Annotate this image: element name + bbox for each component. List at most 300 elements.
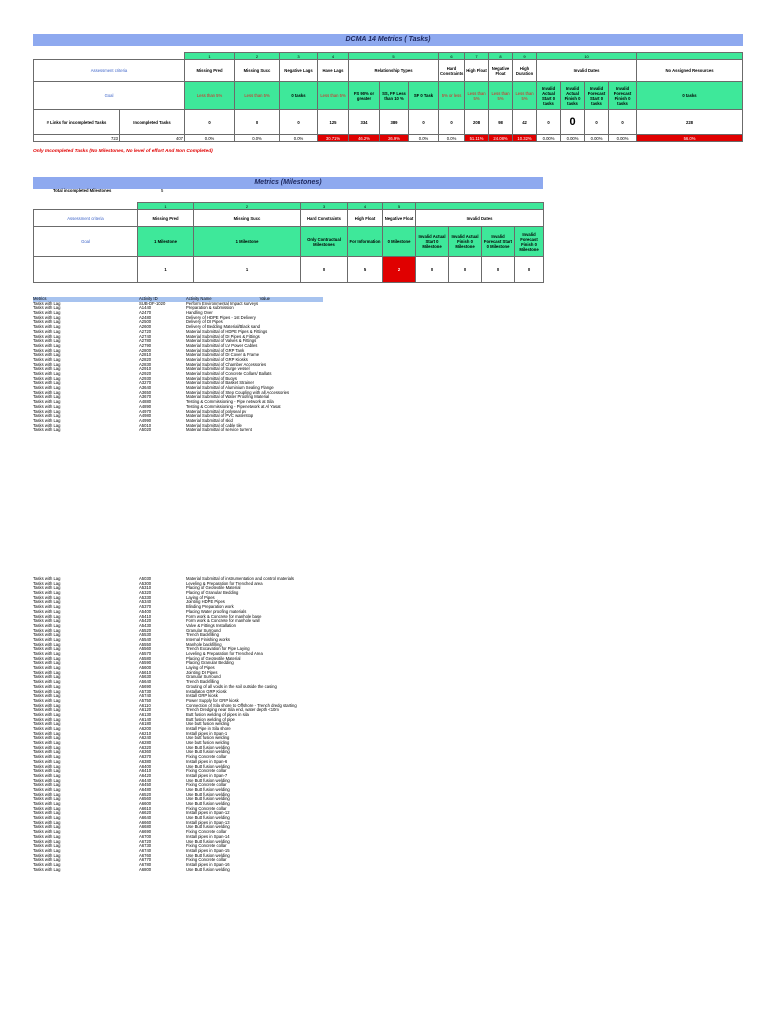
metric-cell: Tasks with Lag bbox=[33, 711, 61, 717]
percent-cell: 10.32% bbox=[513, 135, 537, 142]
criterion-negative-lags: Negative Lags bbox=[280, 60, 318, 82]
metric-cell: Tasks with Lag bbox=[33, 796, 61, 802]
criterion-hard-constraints: Hard Constraints bbox=[439, 60, 465, 82]
metric-cell: Tasks with Lag bbox=[33, 328, 61, 334]
metric-cell: Tasks with Lag bbox=[33, 338, 61, 344]
activity-name-cell: Leveling & Preparation for Trenched area bbox=[186, 580, 263, 586]
activity-id-cell: A6410 bbox=[139, 768, 152, 774]
activity-name-cell: Install pipes in Span-15 bbox=[186, 847, 230, 853]
goal-cell: Invalid Actual Start 0 Milestone bbox=[416, 227, 449, 257]
activity-id-cell: A6240 bbox=[139, 735, 152, 741]
tasks-col-number: 2 bbox=[235, 53, 280, 60]
percent-cell: 0.0% bbox=[280, 135, 318, 142]
activity-name-cell: Internal Finishing works bbox=[186, 636, 230, 642]
goal-label: Goal bbox=[34, 82, 185, 110]
activity-name-cell: Material Submittal of LV Power Cables bbox=[186, 342, 258, 348]
activity-id-cell: A5580 bbox=[139, 655, 152, 661]
count-cell: 0 bbox=[439, 110, 465, 135]
activity-id-cell: A5570 bbox=[139, 651, 152, 656]
goal-cell: Invalid Forecast Start 0 tasks bbox=[585, 82, 609, 110]
metric-cell: Tasks with Lag bbox=[33, 636, 61, 642]
metric-cell: Tasks with Lag bbox=[33, 772, 61, 778]
metric-cell: Tasks with Lag bbox=[33, 608, 61, 614]
criterion-relationship-types: Relationship Types bbox=[349, 60, 439, 82]
metric-cell: Tasks with Lag bbox=[33, 801, 61, 806]
goal-cell: 0 Milestone bbox=[383, 227, 416, 257]
count-cell: 334 bbox=[349, 110, 380, 135]
count-cell: 0 bbox=[537, 110, 561, 135]
activity-id-cell: A5630 bbox=[139, 674, 152, 680]
activity-id-cell: A2910 bbox=[139, 366, 152, 372]
activity-name-cell: Material Submittal of GRP Kiosks bbox=[186, 356, 248, 362]
criterion-missing-pred: Missing Pred bbox=[138, 210, 194, 227]
metric-cell: Tasks with Lag bbox=[33, 310, 61, 316]
metric-cell: Tasks with Lag bbox=[33, 352, 61, 358]
activity-name-cell: Material Submittal of Surge vessel bbox=[186, 366, 250, 372]
activity-id-cell: A4990 bbox=[139, 417, 152, 423]
activity-name-cell: Material Submittal of skid bbox=[186, 417, 233, 423]
metric-cell: Tasks with Lag bbox=[33, 408, 61, 414]
activity-id-cell: A6800 bbox=[139, 866, 152, 872]
activity-id-cell: A6450 bbox=[139, 782, 152, 788]
activity-name-cell: Install pipes in Span-14 bbox=[186, 833, 230, 839]
activity-name-cell: Preparation & submission bbox=[186, 305, 234, 311]
activity-name-cell: Material Submittal of Valves & Fittings bbox=[186, 338, 257, 344]
metric-cell: Tasks with Lag bbox=[33, 427, 61, 433]
metric-cell: Tasks with Lag bbox=[33, 613, 61, 619]
metric-cell: Tasks with Lag bbox=[33, 768, 61, 774]
tasks-table-title: DCMA 14 Metrics ( Tasks) bbox=[33, 34, 743, 46]
criterion-high-float: High Float bbox=[348, 210, 383, 227]
metric-cell: Tasks with Lag bbox=[33, 777, 61, 783]
activity-name-cell: Use Butt fusion welding bbox=[186, 824, 230, 830]
table-row bbox=[33, 428, 323, 433]
milestones-col-number: 1 bbox=[138, 203, 194, 210]
tasks-col-number: 1 bbox=[185, 53, 235, 60]
metric-cell: Tasks with Lag bbox=[33, 618, 61, 624]
metric-cell: Tasks with Lag bbox=[33, 389, 61, 395]
metric-cell: Tasks with Lag bbox=[33, 594, 61, 600]
count-cell: 389 bbox=[380, 110, 409, 135]
milestone-value-cell: 5 bbox=[348, 257, 383, 283]
activity-id-cell: A2480 bbox=[139, 314, 152, 320]
percent-cell: 26.9% bbox=[380, 135, 409, 142]
metric-cell: Tasks with Lag bbox=[33, 361, 61, 367]
tasks-col-number: 4 bbox=[318, 53, 349, 60]
metric-cell: Tasks with Lag bbox=[33, 604, 61, 610]
count-cell: 0 bbox=[609, 110, 637, 135]
activity-id-cell: A5590 bbox=[139, 660, 152, 666]
metric-cell: Tasks with Lag bbox=[33, 674, 61, 680]
metric-cell: Tasks with Lag bbox=[33, 632, 61, 638]
metric-cell: Tasks with Lag bbox=[33, 314, 61, 320]
activity-id-cell: A5410 bbox=[139, 613, 152, 619]
activity-id-cell: A5340 bbox=[139, 599, 152, 605]
activity-id-cell: A6620 bbox=[139, 810, 152, 816]
goal-cell: Invalid Forecast Finish 0 tasks bbox=[609, 82, 637, 110]
criterion-high-float: High Float bbox=[465, 60, 489, 82]
activity-id-cell: A6120 bbox=[139, 707, 152, 713]
activity-name-cell: Material Submittal of cable tile bbox=[186, 422, 242, 428]
goal-cell: 0 tasks bbox=[637, 82, 743, 110]
activity-id-cell: A4980 bbox=[139, 413, 152, 419]
metric-cell: Tasks with Lag bbox=[33, 847, 61, 853]
activity-name-cell: Use butt fusion welding bbox=[186, 735, 230, 741]
metric-cell: Tasks with Lag bbox=[33, 861, 61, 867]
metric-cell: Tasks with Lag bbox=[33, 763, 61, 769]
metric-cell: Tasks with Lag bbox=[33, 726, 61, 731]
activity-name-cell: Fixing Concrete collar bbox=[186, 754, 227, 760]
metric-cell: Tasks with Lag bbox=[33, 824, 61, 830]
activity-name-cell: Material Submittal of Step Coupling with all Accessories bbox=[186, 389, 290, 395]
goal-cell: Less than 5% bbox=[513, 82, 537, 110]
tasks-criteria-row bbox=[34, 60, 743, 82]
activity-id-cell: A2920 bbox=[139, 371, 152, 376]
metric-cell: Tasks with Lag bbox=[33, 403, 61, 409]
metric-cell: Tasks with Lag bbox=[33, 866, 61, 872]
activity-id-cell: A6520 bbox=[139, 791, 152, 797]
metric-cell: Tasks with Lag bbox=[33, 300, 61, 306]
count-cell: 228 bbox=[637, 110, 743, 135]
activity-id-cell: A6560 bbox=[139, 796, 152, 802]
goal-cell: Only Contractual Milestones bbox=[301, 227, 348, 257]
assessment-criteria-label: Assessment criteria bbox=[34, 60, 185, 82]
activity-id-cell: A5370 bbox=[139, 604, 152, 610]
activity-id-cell: A2830 bbox=[139, 361, 152, 367]
tasks-count-row bbox=[34, 110, 743, 135]
activity-name-cell: Trench Backfilling bbox=[186, 632, 219, 638]
metric-cell: Tasks with Lag bbox=[33, 324, 61, 330]
activity-name-cell: Install pipes in Span-1 bbox=[186, 730, 228, 736]
criterion-invalid-dates: Invalid Dates bbox=[416, 210, 544, 227]
milestone-value-cell: 1 bbox=[194, 257, 301, 283]
goal-cell: SS, FF Less than 10 % bbox=[380, 82, 409, 110]
activity-name-cell: Material Submittal of polyseal pv bbox=[186, 408, 247, 414]
metric-cell: Tasks with Lag bbox=[33, 585, 61, 591]
milestones-col-number: 4 bbox=[348, 203, 383, 210]
activity-name-cell: Trench Backfilling bbox=[186, 679, 219, 685]
milestone-value-cell: 0 bbox=[416, 257, 449, 283]
goal-cell: Invalid Actual Finish 0 Milestone bbox=[449, 227, 482, 257]
activity-name-cell: Trench Dredging near Sila end, water depth <10m bbox=[186, 707, 279, 713]
activity-name-cell: Install GRP kiosk bbox=[186, 693, 218, 699]
milestones-metrics-table bbox=[33, 202, 544, 283]
milestone-value-cell: 0 bbox=[515, 257, 544, 283]
activity-id-cell: A4970 bbox=[139, 408, 152, 414]
activity-name-cell: Placing of Geotextile Material bbox=[186, 655, 241, 661]
activity-id-cell: A5540 bbox=[139, 636, 152, 642]
percent-cell: 0.0% bbox=[185, 135, 235, 142]
tasks-col-number: 10 bbox=[537, 53, 637, 60]
metric-cell: Tasks with Lag bbox=[33, 744, 61, 750]
count-cell: 42 bbox=[513, 110, 537, 135]
activity-name-cell: Placing of Geotextile Material bbox=[186, 585, 241, 591]
milestones-col-number: 2 bbox=[194, 203, 301, 210]
activity-name-cell: Use Butt fusion welding bbox=[186, 838, 230, 844]
criterion-missing-pred: Missing Pred bbox=[185, 60, 235, 82]
activity-name-cell: Use Butt fusion welding bbox=[186, 749, 230, 755]
metric-cell: Tasks with Lag bbox=[33, 819, 61, 825]
metric-cell: Tasks with Lag bbox=[33, 651, 61, 656]
goal-cell: Invalid Forecast Start 0 Milestone bbox=[482, 227, 515, 257]
activity-name-cell: Material Submittal of Basket Strainer bbox=[186, 380, 254, 386]
activity-name-cell: Placing Granular Bedding bbox=[186, 660, 234, 666]
tasks-metrics-table bbox=[33, 52, 743, 142]
activity-name-cell: Material Submittal of Chamber Accessories bbox=[186, 361, 267, 367]
header-metrics: Metrics bbox=[33, 296, 47, 301]
milestone-value-cell: 0 bbox=[301, 257, 348, 283]
activity-id-cell: A5400 bbox=[139, 608, 152, 614]
metric-cell: Tasks with Lag bbox=[33, 805, 61, 811]
metric-cell: Tasks with Lag bbox=[33, 590, 61, 596]
activity-name-cell: Fixing Concrete collar bbox=[186, 829, 227, 835]
metric-cell: Tasks with Lag bbox=[33, 749, 61, 755]
tasks-goal-row bbox=[34, 82, 743, 110]
activity-name-cell: Material Submittal of DI Cover & Frame bbox=[186, 352, 260, 358]
activity-id-cell: SUB-DF-1020 bbox=[139, 300, 166, 306]
header-activity-id: Activity ID bbox=[139, 296, 158, 301]
percent-cell: 56.0% bbox=[637, 135, 743, 142]
metric-cell: Tasks with Lag bbox=[33, 702, 61, 708]
metric-cell: Tasks with Lag bbox=[33, 735, 61, 741]
metric-cell: Tasks with Lag bbox=[33, 655, 61, 661]
criterion-negative-float: Negative Float bbox=[489, 60, 513, 82]
goal-cell: Less than 5% bbox=[235, 82, 280, 110]
activity-id-cell: A5020 bbox=[139, 427, 152, 433]
activity-name-cell: Install pipes in Span-7 bbox=[186, 772, 228, 778]
metric-cell: Tasks with Lag bbox=[33, 576, 61, 581]
tasks-col-number bbox=[637, 53, 743, 60]
activity-name-cell: Material Submittal of service turrent bbox=[186, 427, 252, 433]
tasks-col-number: 6 bbox=[439, 53, 465, 60]
activity-id-cell: A6600 bbox=[139, 801, 152, 806]
activity-name-cell: Jointing DI Pipes bbox=[186, 669, 218, 675]
goal-cell: Invalid Forecast Finish 0 Milestone bbox=[515, 227, 544, 257]
activity-name-cell: Fixing Concrete collar bbox=[186, 768, 227, 774]
activity-id-cell: A1440 bbox=[139, 305, 152, 311]
activity-id-cell: A2820 bbox=[139, 356, 152, 362]
metric-cell: Tasks with Lag bbox=[33, 829, 61, 835]
metric-cell: Tasks with Lag bbox=[33, 646, 61, 652]
activity-id-cell: A6720 bbox=[139, 838, 152, 844]
percent-cell: 30.71% bbox=[318, 135, 349, 142]
count-cell: 125 bbox=[318, 110, 349, 135]
activity-name-cell: Material Submittal of Concrete Collars/ Ballats bbox=[186, 371, 272, 376]
activity-id-cell: A2800 bbox=[139, 347, 152, 353]
activity-id-cell: A6130 bbox=[139, 711, 152, 717]
links-label: # Links for incompleted Tasks bbox=[34, 110, 120, 135]
metric-cell: Tasks with Lag bbox=[33, 838, 61, 844]
activity-id-cell: A6680 bbox=[139, 824, 152, 830]
activity-id-cell: A2740 bbox=[139, 333, 152, 339]
goal-cell: 1 Milestone bbox=[138, 227, 194, 257]
count-cell: 0 bbox=[409, 110, 439, 135]
percent-cell: 46.2% bbox=[349, 135, 380, 142]
activity-id-cell: A5310 bbox=[139, 585, 152, 591]
activity-name-cell: Grouting of all voids in the soil outside the casing bbox=[186, 683, 277, 689]
milestones-criteria-row bbox=[34, 210, 544, 227]
tasks-col-number: 5 bbox=[349, 53, 439, 60]
activity-name-cell: Use Butt fusion welding bbox=[186, 796, 230, 802]
activity-name-cell: Fixing Concrete collar bbox=[186, 857, 227, 863]
goal-cell: 0 tasks bbox=[280, 82, 318, 110]
activity-list-group-2 bbox=[33, 577, 323, 872]
activity-id-cell: A6360 bbox=[139, 749, 152, 755]
activity-id-cell: A2810 bbox=[139, 352, 152, 358]
metric-cell: Tasks with Lag bbox=[33, 375, 61, 381]
activity-name-cell: Handling Over bbox=[186, 310, 213, 316]
activity-id-cell: A6320 bbox=[139, 744, 152, 750]
total-milestones-value: 5 bbox=[161, 188, 164, 193]
metric-cell: Tasks with Lag bbox=[33, 366, 61, 372]
metric-cell: Tasks with Lag bbox=[33, 833, 61, 839]
activity-id-cell: A6770 bbox=[139, 857, 152, 863]
activity-name-cell: Use Butt fusion welding bbox=[186, 866, 230, 872]
activity-name-cell: Install pipes in Span-12 bbox=[186, 810, 230, 816]
activity-id-cell: A6730 bbox=[139, 843, 152, 849]
activity-id-cell: A5530 bbox=[139, 632, 152, 638]
activity-name-cell: Material Submittal of DI Pipes & Fittings bbox=[186, 333, 260, 339]
activity-name-cell: Install pipes in Span-6 bbox=[186, 758, 228, 764]
metric-cell: Tasks with Lag bbox=[33, 385, 61, 391]
goal-cell: FS 90% or greater bbox=[349, 82, 380, 110]
activity-name-cell: Material Submittal of HDPE Pipes & Fittings bbox=[186, 328, 268, 334]
activity-id-cell: A2790 bbox=[139, 342, 152, 348]
total-milestones-label: Total incompleted Milestones bbox=[53, 188, 112, 193]
metric-cell: Tasks with Lag bbox=[33, 843, 61, 849]
milestones-goal-row bbox=[34, 227, 544, 257]
activity-id-cell: A6140 bbox=[139, 716, 152, 722]
table-row bbox=[33, 868, 323, 873]
percent-cell: 24.08% bbox=[489, 135, 513, 142]
activity-id-cell: A2780 bbox=[139, 338, 152, 344]
metric-cell: Tasks with Lag bbox=[33, 399, 61, 405]
activity-id-cell: A6780 bbox=[139, 861, 152, 867]
activity-id-cell: A5750 bbox=[139, 697, 152, 703]
goal-cell: 1 Milestone bbox=[194, 227, 301, 257]
activity-name-cell: Use butt fusion welding bbox=[186, 721, 230, 727]
activity-id-cell: A6700 bbox=[139, 833, 152, 839]
activity-id-cell: A4890 bbox=[139, 403, 152, 409]
milestone-value-cell: 1 bbox=[138, 257, 194, 283]
activity-name-cell: Material Submittal of Water Proofing Material bbox=[186, 394, 270, 400]
activity-name-cell: Butt fusion welding of pipes in sila bbox=[186, 711, 249, 717]
activity-name-cell: Testing & Commissioning - Pipe network at Sila bbox=[186, 399, 274, 405]
tasks-col-number: 3 bbox=[280, 53, 318, 60]
metric-cell: Tasks with Lag bbox=[33, 810, 61, 816]
criterion-missing-succ: Missing Succ bbox=[235, 60, 280, 82]
activity-id-cell: A2500 bbox=[139, 319, 152, 325]
goal-cell: 5% or less bbox=[439, 82, 465, 110]
metric-cell: Tasks with Lag bbox=[33, 599, 61, 605]
activity-id-cell: A3270 bbox=[139, 380, 152, 386]
activity-id-cell: A4880 bbox=[139, 399, 152, 405]
activity-list-group-1 bbox=[33, 297, 323, 433]
activity-id-cell: A2930 bbox=[139, 375, 152, 381]
metric-cell: Tasks with Lag bbox=[33, 697, 61, 703]
activity-name-cell: Material Submittal of GRP Tank bbox=[186, 347, 245, 353]
activity-name-cell: Use Butt fusion welding bbox=[186, 801, 230, 806]
activity-name-cell: Laying of Pipes bbox=[186, 594, 215, 600]
activity-name-cell: Installaton GRP Kiosk bbox=[186, 688, 227, 694]
activity-name-cell: Perform Environmental Impact surveys bbox=[186, 300, 259, 306]
activity-id-cell: A2600 bbox=[139, 324, 152, 330]
activity-name-cell: Install Pipe in Sila shore bbox=[186, 726, 231, 731]
activity-id-cell: A6640 bbox=[139, 815, 152, 821]
activity-id-cell: A6480 bbox=[139, 786, 152, 792]
goal-cell: Less than 5% bbox=[185, 82, 235, 110]
activity-id-cell: A5740 bbox=[139, 693, 152, 699]
percent-cell: 0.0% bbox=[409, 135, 439, 142]
activity-id-cell: A5430 bbox=[139, 622, 152, 628]
activity-id-cell: A6400 bbox=[139, 763, 152, 769]
activity-name-cell: Delivery of DI Pipes bbox=[186, 319, 223, 325]
metric-cell: Tasks with Lag bbox=[33, 707, 61, 713]
activity-name-cell: Power Supply for GRP kiosk bbox=[186, 697, 239, 703]
activity-name-cell: Use Butt fusion welding bbox=[186, 852, 230, 858]
activity-name-cell: Material Submittal of Aluminium Sealing Flange bbox=[186, 385, 274, 391]
activity-id-cell: A5300 bbox=[139, 580, 152, 586]
criterion-no-assigned-resources: No Assigned Resources bbox=[637, 60, 743, 82]
metric-cell: Tasks with Lag bbox=[33, 683, 61, 689]
percent-cell: 0.00% bbox=[561, 135, 585, 142]
incompleted-label: Incompleted Tasks bbox=[120, 110, 185, 135]
activity-id-cell: A6690 bbox=[139, 829, 152, 835]
percent-cell: 0.00% bbox=[585, 135, 609, 142]
activity-id-cell: A5600 bbox=[139, 665, 152, 671]
incompleted-tasks-note: Only Incompleted Tasks (No Milestones, No level of effort And Non Completed) bbox=[33, 149, 213, 154]
activity-name-cell: Laying of Pipes bbox=[186, 665, 215, 671]
metric-cell: Tasks with Lag bbox=[33, 422, 61, 428]
metric-cell: Tasks with Lag bbox=[33, 660, 61, 666]
metric-cell: Tasks with Lag bbox=[33, 786, 61, 792]
activity-id-cell: A5560 bbox=[139, 646, 152, 652]
metric-cell: Tasks with Lag bbox=[33, 754, 61, 760]
count-cell: 0 bbox=[561, 110, 585, 135]
activity-id-cell: A6210 bbox=[139, 730, 152, 736]
metric-cell: Tasks with Lag bbox=[33, 380, 61, 386]
criterion-have-lags: Have Lags bbox=[318, 60, 349, 82]
goal-cell: For Information bbox=[348, 227, 383, 257]
activity-name-cell: Placing of Granular Bedding bbox=[186, 590, 239, 596]
count-cell: 0 bbox=[185, 110, 235, 135]
count-cell: 0 bbox=[280, 110, 318, 135]
activity-name-cell: Fixing Concrete collar bbox=[186, 843, 227, 849]
metric-cell: Tasks with Lag bbox=[33, 627, 61, 633]
activity-name-cell: Fixing Concrete collar bbox=[186, 805, 227, 811]
activity-name-cell: Trench Excavation for Pipe Laying bbox=[186, 646, 250, 652]
header-value: Value bbox=[259, 296, 271, 301]
goal-cell: Less than 5% bbox=[465, 82, 489, 110]
activity-id-cell: A3640 bbox=[139, 385, 152, 391]
metric-cell: Tasks with Lag bbox=[33, 693, 61, 699]
activity-name-cell: Use Butt fusion welding bbox=[186, 786, 230, 792]
metric-cell: Tasks with Lag bbox=[33, 342, 61, 348]
activity-id-cell: A3650 bbox=[139, 389, 152, 395]
percent-cell: 0.00% bbox=[609, 135, 637, 142]
activity-name-cell: Form work & Concrete for manhole base bbox=[186, 613, 262, 619]
metric-cell: Tasks with Lag bbox=[33, 688, 61, 694]
activity-id-cell: A6660 bbox=[139, 819, 152, 825]
activity-name-cell: Delivery of Bedding Material/Black sand bbox=[186, 324, 261, 330]
milestones-col-number: 5 bbox=[383, 203, 416, 210]
activity-name-cell: Use butt fusion welding bbox=[186, 740, 230, 746]
percent-cell: 51.11% bbox=[465, 135, 489, 142]
metric-cell: Tasks with Lag bbox=[33, 852, 61, 858]
activity-id-cell: A5320 bbox=[139, 590, 152, 596]
activity-id-cell: A6110 bbox=[139, 702, 151, 708]
tasks-col-number: 8 bbox=[489, 53, 513, 60]
